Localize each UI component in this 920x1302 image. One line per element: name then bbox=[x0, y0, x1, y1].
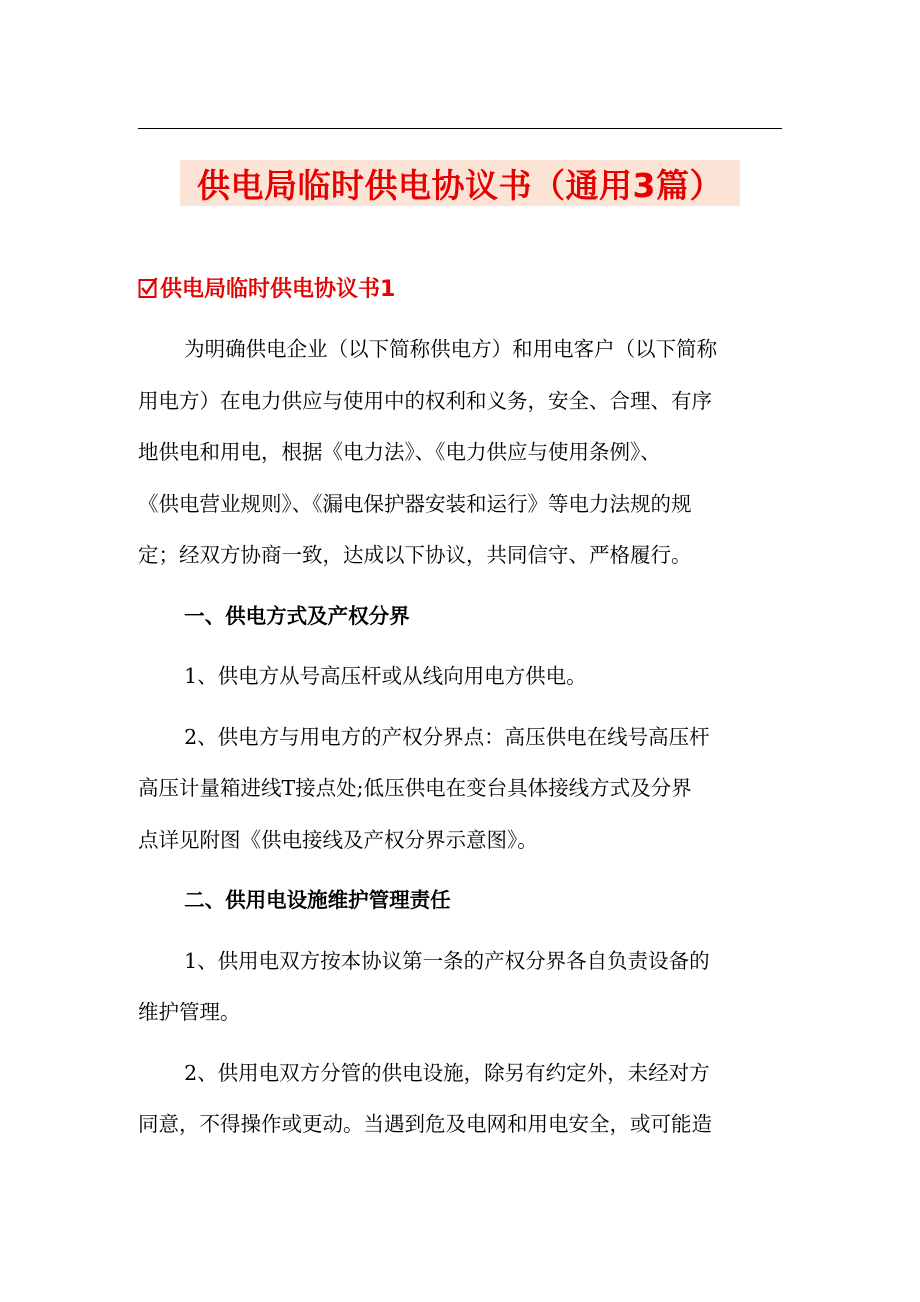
text-line: 为明确供电企业（以下简称供电方）和用电客户（以下简称 bbox=[184, 337, 718, 361]
article-heading bbox=[138, 875, 782, 927]
top-rule bbox=[138, 128, 782, 129]
paragraph-gap bbox=[138, 927, 782, 936]
text-line: 定；经双方协商一致，达成以下协议，共同信守、严格履行。 bbox=[138, 543, 692, 567]
paragraph-gap bbox=[138, 1039, 782, 1048]
text-line: 1、供电方从号高压杆或从线向用电方供电。 bbox=[184, 664, 587, 688]
paragraph-gap bbox=[138, 866, 782, 875]
paragraph-gap bbox=[138, 703, 782, 712]
paragraph-gap bbox=[138, 642, 782, 651]
text-line: 维护管理。 bbox=[138, 1000, 241, 1024]
paragraph bbox=[138, 324, 782, 582]
checkbox-checked-icon bbox=[138, 276, 158, 300]
title-highlight bbox=[180, 160, 740, 206]
text-line: 一、供电方式及产权分界 bbox=[184, 603, 410, 628]
document-body bbox=[138, 324, 782, 1151]
paragraph bbox=[138, 651, 782, 703]
article-heading bbox=[138, 591, 782, 643]
paragraph-gap bbox=[138, 582, 782, 591]
text-line: 点详见附图《供电接线及产权分界示意图》。 bbox=[138, 827, 538, 852]
text-line: 二、供用电设施维护管理责任 bbox=[184, 888, 451, 912]
section-heading-text: 供电局临时供电协议书1 bbox=[160, 277, 396, 302]
text-line: 用电方）在电力供应与使用中的权利和义务，安全、合理、有序 bbox=[138, 388, 712, 413]
text-line: 地供电和用电，根据《电力法》、《电力供应与使用条例》、 bbox=[138, 440, 661, 464]
text-line: 2、供用电双方分管的供电设施，除另有约定外，未经对方 bbox=[184, 1060, 710, 1085]
document-title: 供电局临时供电协议书（通用3篇） bbox=[197, 165, 723, 205]
text-line: 高压计量箱进线T接点处;低压供电在变台具体接线方式及分界 bbox=[138, 776, 692, 800]
paragraph bbox=[138, 1048, 782, 1151]
text-line: 1、供用电双方按本协议第一条的产权分界各自负责设备的 bbox=[184, 948, 710, 973]
text-line: 同意，不得操作或更动。当遇到危及电网和用电安全，或可能造 bbox=[138, 1112, 712, 1136]
paragraph bbox=[138, 936, 782, 1039]
paragraph bbox=[138, 712, 782, 867]
text-line: 2、供电方与用电方的产权分界点：高压供电在线号高压杆 bbox=[184, 724, 710, 749]
section-heading bbox=[138, 272, 395, 303]
text-line: 《供电营业规则》、《漏电保护器安装和运行》等电力法规的规 bbox=[138, 491, 692, 516]
